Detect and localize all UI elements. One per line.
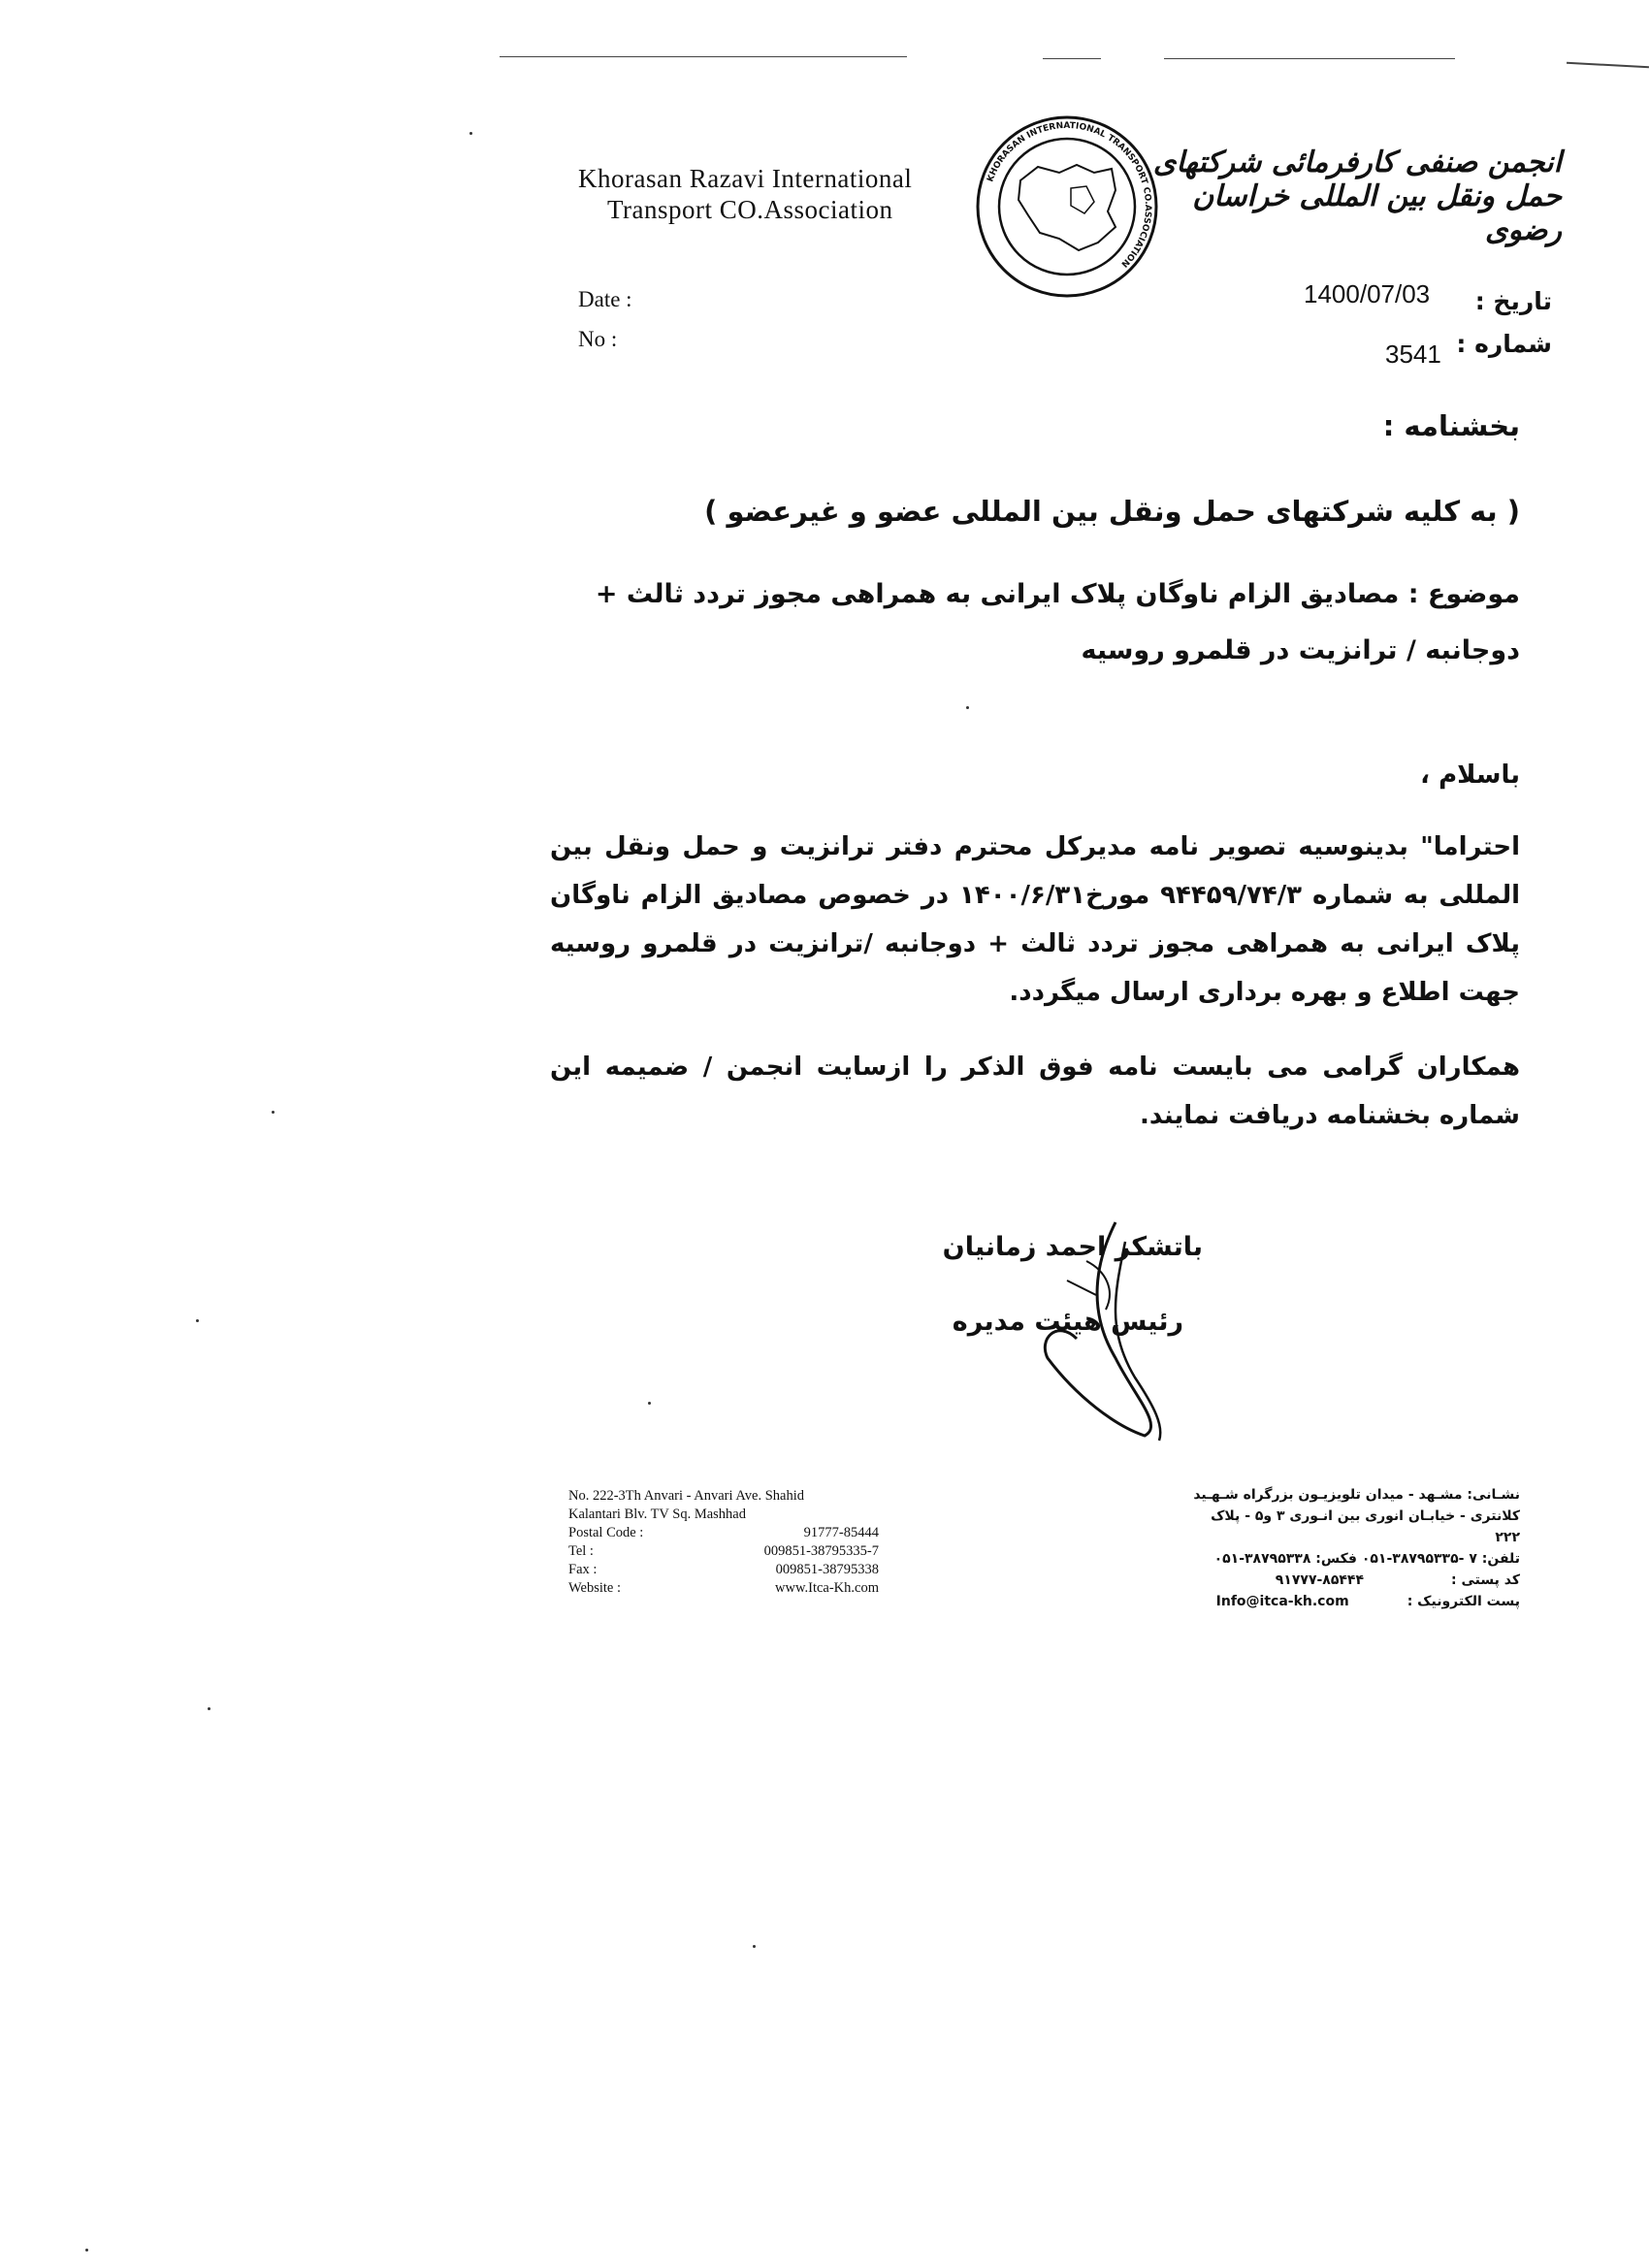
no-label-en: No : <box>578 327 618 351</box>
footer-fa-email-label: پست الکترونیک : <box>1406 1594 1520 1609</box>
scan-line <box>500 56 907 57</box>
logo-ring-text: KHORASAN INTERNATIONAL TRANSPORT CO.ASSOCIATION <box>986 120 1153 269</box>
greeting: باسلام ، <box>1420 761 1520 790</box>
org-name-english <box>578 163 986 225</box>
date-value: 1400/07/03 <box>1304 279 1431 308</box>
fax-label: Fax : <box>568 1562 598 1577</box>
circular-title: بخشنامه : <box>1382 409 1520 442</box>
org-name-english-line2: Transport CO.Association <box>607 195 893 224</box>
subject-line: موضوع : مصادیق الزام ناوگان پلاک ایرانی به همراهی مجوز تردد ثالث + دوجانبه / ترانزیت در قلمرو روسیه <box>595 579 1520 665</box>
scan-speck <box>753 1945 756 1948</box>
scan-speck <box>196 1319 199 1322</box>
signatory-position: رئیس هیئت مدیره <box>952 1307 1183 1337</box>
body-paragraph-2: همکاران گرامی می بایست نامه فوق الذکر را ازسایت انجمن / ضمیمه این شماره بخشنامه دریافت نمایند. <box>550 1053 1520 1130</box>
scan-speck <box>85 2249 88 2252</box>
footer-address-line2: Kalantari Blv. TV Sq. Mashhad <box>568 1507 746 1522</box>
footer-fa-email-link[interactable]: Info@itca-kh.com <box>1215 1594 1349 1609</box>
website-link[interactable]: www.Itca-Kh.com <box>775 1580 879 1596</box>
footer-english <box>568 1487 879 1598</box>
footer-fa-postal-value: ۹۱۷۷۷-۸۵۴۴۴ <box>1275 1572 1365 1588</box>
scan-line <box>1567 62 1649 68</box>
scan-speck <box>648 1402 651 1405</box>
association-logo <box>970 105 1164 308</box>
recipients-line: ( به کلیه شرکتهای حمل ونقل بین المللی عضو و غیرعضو ) <box>704 495 1520 528</box>
footer-address-line1: No. 222-3Th Anvari - Anvari Ave. Shahid <box>568 1488 804 1504</box>
scan-speck <box>272 1111 275 1114</box>
signatory-closing: باتشکر احمد زمانیان <box>942 1232 1203 1262</box>
postal-code-value: 91777-85444 <box>803 1525 879 1540</box>
tel-value: 009851-38795335-7 <box>763 1543 879 1559</box>
tel-label: Tel : <box>568 1543 594 1559</box>
footer-fa-address-line2: کلانتری - خیابـان انوری بین انـوری ۳ و۵ - پلاک ۲۲۲ <box>1211 1508 1520 1545</box>
handwritten-signature <box>970 1203 1222 1445</box>
footer-fa-phone: تلفن: ۷ -۳۸۷۹۵۳۳۵-۰۵۱ فکس: ۳۸۷۹۵۳۳۸-۰۵۱ <box>1213 1551 1520 1567</box>
scan-speck <box>469 132 472 135</box>
scan-speck <box>966 706 969 709</box>
scan-speck <box>208 1707 210 1710</box>
scan-line <box>1043 58 1101 59</box>
postal-code-label: Postal Code : <box>568 1525 644 1540</box>
fax-value: 009851-38795338 <box>775 1562 879 1577</box>
date-label-en: Date : <box>578 287 632 311</box>
org-name-english-line1: Khorasan Razavi International <box>578 164 913 193</box>
footer-fa-address-line1: نشـانی: مشـهد - میدان تلویزیـون بزرگراه شـهـید <box>1193 1487 1520 1503</box>
number-value: 3541 <box>1385 340 1441 369</box>
footer-fa-postal-label: کد پستی : <box>1451 1572 1520 1588</box>
body-paragraph-1: احتراما" بدینوسیه تصویر نامه مدیرکل محترم دفتر ترانزیت و حمل ونقل بین المللی به شماره ۹۴۴۵۹/۷۴/۳ مورخ۱۴۰۰/۶/۳۱ در خصوص مصادیق الزام ناوگان پلاک ایرانی به همراهی مجوز تردد ثالث + دوجانبه /ترانزیت در قلمرو روسیه جهت اطلاع و بهره برداری ارسال میگردد. <box>550 832 1520 1007</box>
date-label-fa: تاریخ : <box>1474 287 1552 315</box>
no-label-fa: شماره : <box>1456 330 1552 358</box>
footer-persian <box>1190 1484 1520 1612</box>
scan-line <box>1164 58 1455 59</box>
iran-map-icon <box>1018 165 1116 250</box>
org-name-persian: انجمن صنفی کارفرمائی شرکتهای حمل ونقل بین المللی خراسان رضوی <box>1152 146 1562 247</box>
website-label: Website : <box>568 1580 621 1596</box>
